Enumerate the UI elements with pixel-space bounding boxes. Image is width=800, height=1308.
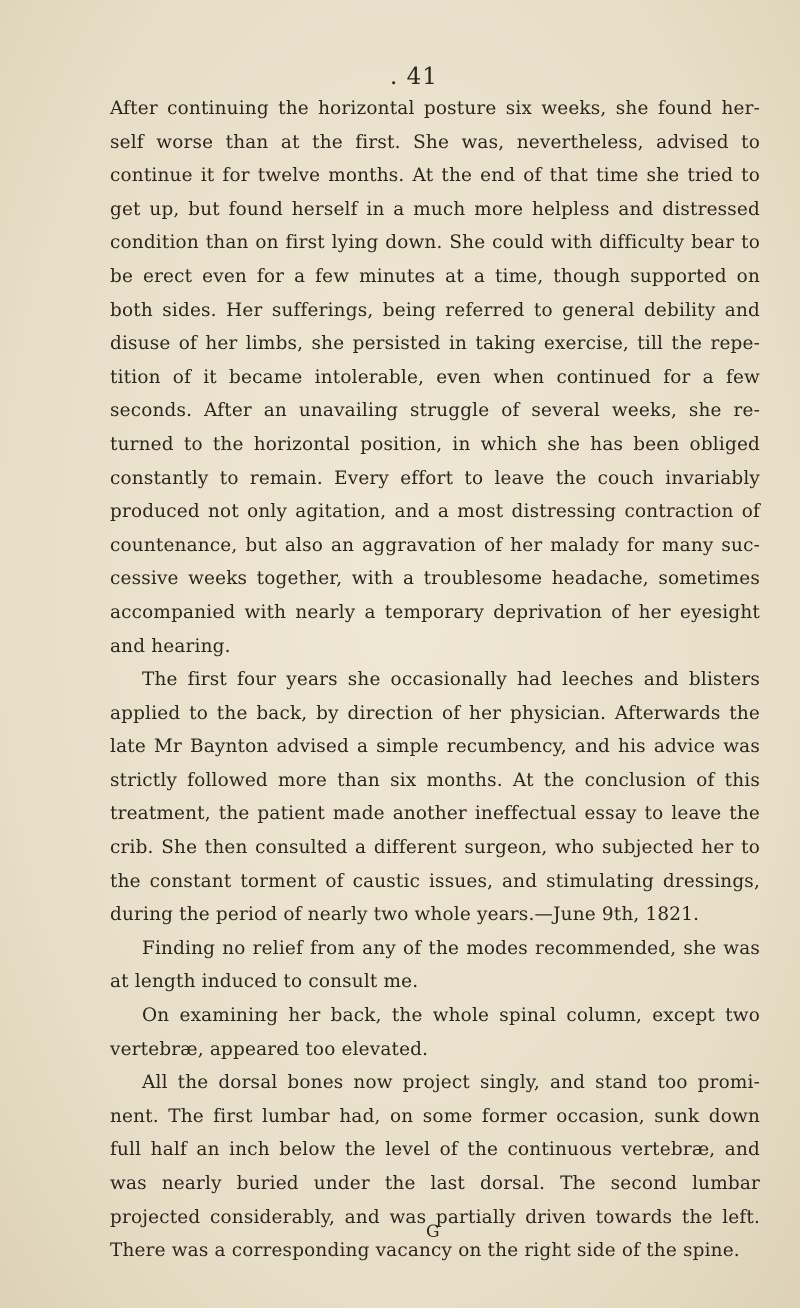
paragraph-2: The first four years she occasionally had leeches and blisters applied to the back, by direction of her physician. Afterwards the late Mr Baynton advised a simple recumbency, and his advice was strictly followed more than six months. At the conclusion of this treatment, the patient made another ineffectual essay to leave the crib. She then consulted a different surgeon, who subjected her to the constant torment of caustic issues, and stimulating dressings, during the period of nearly two whole years.—June 9th, 1821. — [110, 669, 760, 926]
paragraph-4: On examining her back, the whole spinal column, except two vertebræ, appeared too elevated. — [110, 1005, 760, 1060]
paragraph-5: All the dorsal bones now project singly, and stand too promi-nent. The first lumbar had, on some former occasion, sunk down full half an inch below the level of the continuous vertebræ, and was nearly buried under the last dorsal. The second lumbar projected considerably, and was partially driven towards the left. There was a corresponding vacancy on the right side of the spine. — [110, 1072, 760, 1262]
page-number: . 41 — [390, 64, 438, 90]
body-text — [110, 92, 760, 1268]
paragraph-1: After continuing the horizontal posture six weeks, she found her-self worse than at the first. She was, nevertheless, advised to continue it for twelve months. At the end of that time she tried to get up, but found herself in a much more helpless and distressed condition than on first lying down. She could with difficulty bear to be erect even for a few minutes at a time, though supported on both sides. Her sufferings, being referred to general debility and disuse of her limbs, she persisted in taking exercise, till the repe-tition of it became intolerable, even when continued for a few seconds. After an unavailing struggle of several weeks, she re-turned to the horizontal position, in which she has been obliged constantly to remain. Every effort to leave the couch invariably produced not only agitation, and a most distressing contraction of countenance, but also an aggravation of her malady for many suc-cessive weeks together, with a troublesome headache, sometimes accompanied with nearly a temporary deprivation of her eyesight and hearing. — [110, 98, 760, 657]
signature-mark: G — [426, 1222, 440, 1242]
paragraph-3: Finding no relief from any of the modes recommended, she was at length induced to consult me. — [110, 937, 760, 993]
